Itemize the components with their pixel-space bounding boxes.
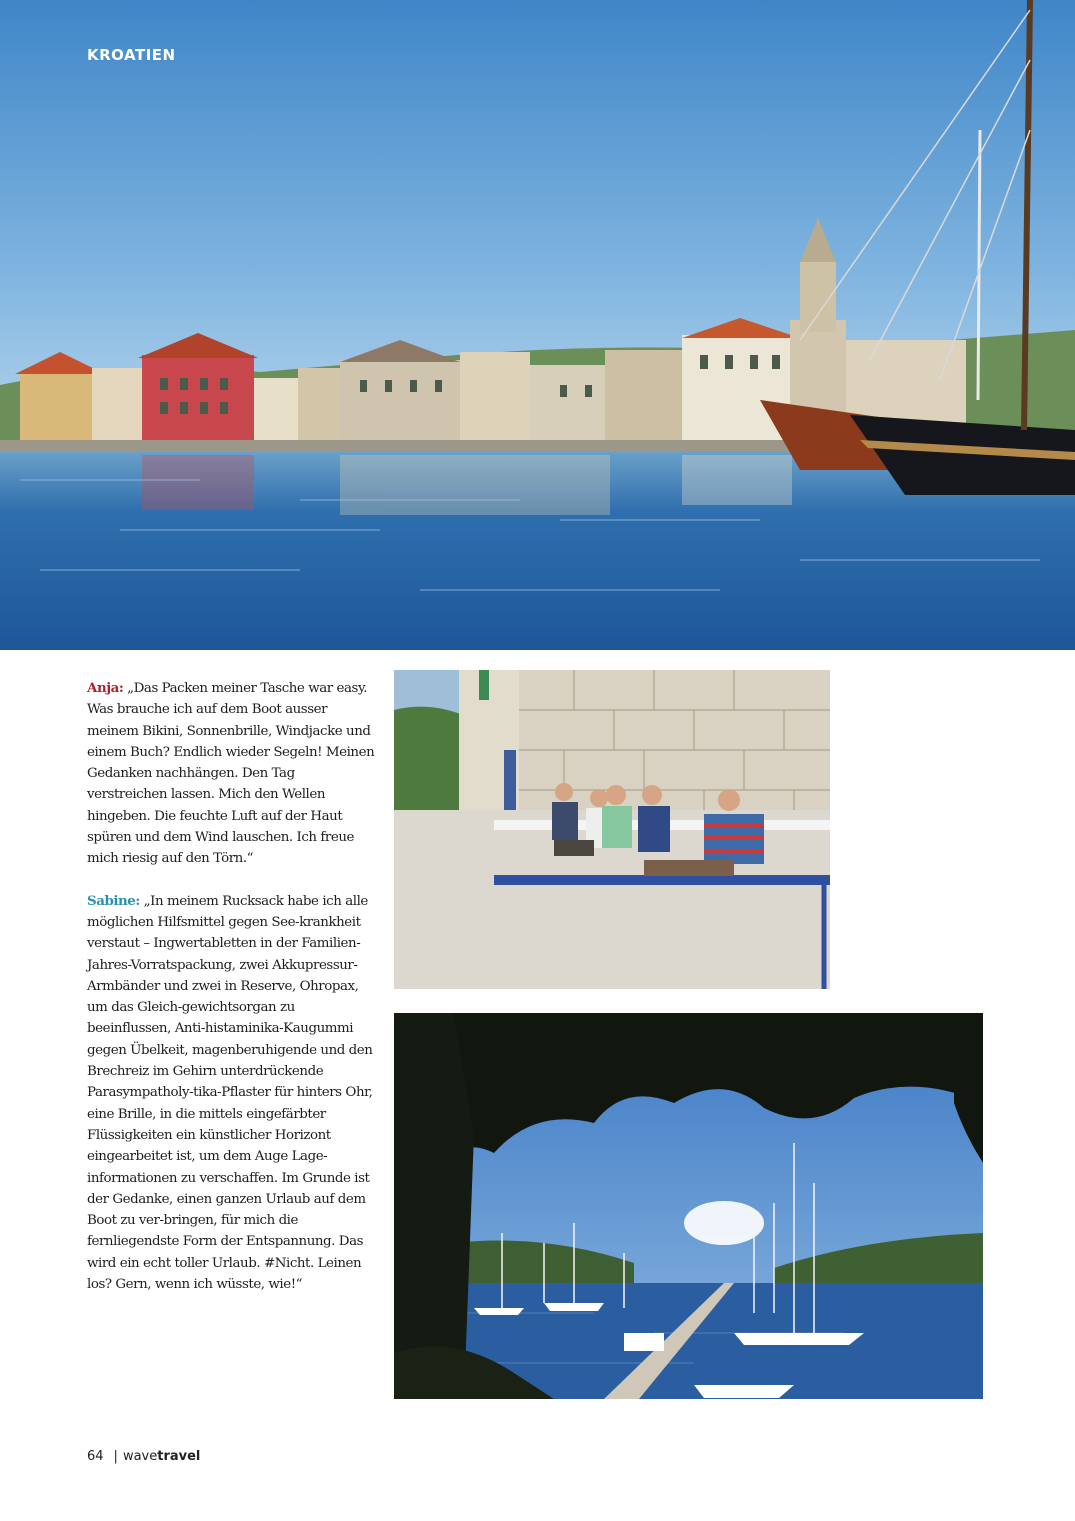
- quote-sabine: „In meinem Rucksack habe ich alle möglichen Hilfsmittel gegen See-krankheit verstaut – Ingwertabletten in der Familien-Jahres-Vorratspackung, zwei Akkupressur-Armbänder und zwei in Reserve, Ohropax, um das Gleich-gewichtsorgan zu beeinflussen, Anti-histaminika-Kaugummi gegen Übelkeit, magenberuhigende und den Brechreiz im Gehirn unterdrückende Parasympatholy-tika-Pflaster für hinters Ohr, eine Brille, in die mittels eingefärbter Flüssigkeiten ein künstlicher Horizont eingearbeitet ist, um dem Auge Lage-informationen zu verschaffen. Im Grunde ist der Gedanke, einen ganzen Urlaub auf dem Boot zu ver-bringen, für mich die fernliegendste Form der Entspannung. Das wird ein echt toller Urlaub. #Nicht. Leinen los? Gern, wenn ich wüsste, wie!“: [87, 893, 373, 1293]
- page-number: 64: [87, 1449, 104, 1464]
- hero-photo-harbour: [0, 0, 1075, 650]
- footer-separator: |: [113, 1449, 118, 1464]
- photo-marina: [394, 1013, 983, 1399]
- paragraph-anja: [87, 678, 377, 870]
- bench-illustration: [394, 670, 830, 989]
- section-label: KROATIEN: [87, 46, 176, 64]
- photo-men-on-bench: [394, 670, 830, 989]
- speaker-sabine: Sabine:: [87, 892, 140, 909]
- quote-anja: „Das Packen meiner Tasche war easy. Was brauche ich auf dem Boot ausser meinem Bikini, Sonnenbrille, Windjacke und einem Buch? Endlich wieder Segeln! Meinen Gedanken nachhängen. Den Tag verstreichen lassen. Mich den Wellen hingeben. Die feuchte Luft auf der Haut spüren und dem Wind lauschen. Ich freue mich riesig auf den Törn.“: [87, 681, 375, 867]
- article-body: [87, 678, 377, 1316]
- page-footer: [87, 1449, 200, 1464]
- paragraph-sabine: [87, 891, 377, 1296]
- brand-suffix: travel: [157, 1449, 201, 1464]
- brand-prefix: wave: [122, 1449, 158, 1464]
- harbour-illustration: [0, 0, 1075, 650]
- marina-illustration: [394, 1013, 983, 1399]
- speaker-anja: Anja:: [87, 680, 124, 696]
